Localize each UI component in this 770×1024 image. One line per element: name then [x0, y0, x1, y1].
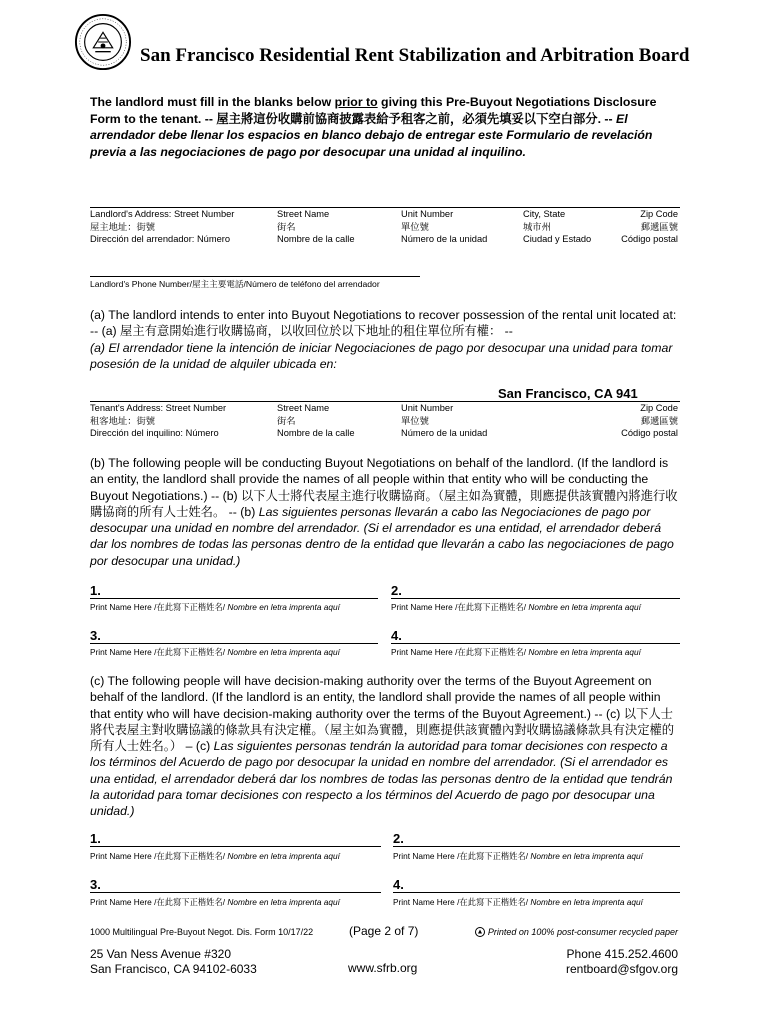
section-c-name-3-number: 3.: [90, 877, 101, 892]
tenant-city-prefill: San Francisco, CA 941: [498, 386, 638, 401]
intro-text-2: giving this Pre-Buyout Negotiations Disclosure Form to the tenant. -- 屋主將這份收購前協商披露表給予租客之前，必須先填妥以下空白部分. --: [90, 95, 657, 126]
section-b-name-4-label: Print Name Here /在此寫下正楷姓名/ Nombre en letra imprenta aquí: [391, 647, 641, 657]
form-id: 1000 Multilingual Pre-Buyout Negot. Dis. Form 10/17/22: [90, 927, 314, 937]
recycled-note: Printed on 100% post-consumer recycled paper: [475, 927, 678, 937]
section-b-name-1-number: 1.: [90, 583, 101, 598]
landlord-unit-number-label: Unit Number 單位號 Número de la unidad: [401, 209, 488, 245]
section-b-name-3-label: Print Name Here /在此寫下正楷姓名/ Nombre en letra imprenta aquí: [90, 647, 340, 657]
intro-text-4: de entregar este Formulario de revelación previa a las negociaciones de pago por desocupar una unidad al inquilino.: [90, 128, 653, 159]
page-number: (Page 2 of 7): [349, 924, 419, 938]
section-c-name-4-field[interactable]: [393, 892, 680, 893]
website-link[interactable]: www.sfrb.org: [348, 961, 418, 975]
section-b-name-2-number: 2.: [391, 583, 402, 598]
tenant-street-name-label: Street Name 街名 Nombre de la calle: [277, 403, 355, 439]
section-b-name-1-field[interactable]: [90, 598, 378, 599]
section-c-name-3-label: Print Name Here /在此寫下正楷姓名/ Nombre en letra imprenta aquí: [90, 897, 340, 907]
tenant-zip-label: Zip Code 郵遞區號 Código postal: [621, 403, 678, 439]
section-b-name-4-number: 4.: [391, 628, 402, 643]
intro-instructions: [90, 94, 690, 160]
section-b-name-1-label: Print Name Here /在此寫下正楷姓名/ Nombre en letra imprenta aquí: [90, 602, 340, 612]
section-b-name-4-field[interactable]: [391, 643, 680, 644]
section-c-name-2-label: Print Name Here /在此寫下正楷姓名/ Nombre en letra imprenta aquí: [393, 851, 643, 861]
board-contact: [566, 947, 678, 976]
tenant-unit-number-label: Unit Number 單位號 Número de la unidad: [401, 403, 488, 439]
section-c-name-4-label: Print Name Here /在此寫下正楷姓名/ Nombre en letra imprenta aquí: [393, 897, 643, 907]
tenant-street-number-label: Tenant's Address: Street Number 租客地址：街號 Dirección del inquilino: Número: [90, 403, 227, 439]
section-c-text: (c) The following people will have decision-making authority over the terms of the Buyout Agreement on behalf of the landlord. (If the landlord is an entity, the landlord shall provide the names of all people within that entity who will have decision-making authority over the terms of the Buyout Agreement.) -- (c) 以下人士將代表屋主對收購協議的條款具有決定權。（屋主如為實體，則應提供該實體內對收購協議條款具有決定權的所有人士姓名。） – (c) Las siguientes personas tendrán la autoridad para tomar decisiones con respecto a los términos del Acuerdo de pago por desocupar la unidad en nombre del arrendador. (Si el arrendador es una entidad, el arrendador deberá dar los nombres de todas las personas dentro de la entidad que tendrán la autoridad para tomar decisiones con respecto a los términos del Acuerdo de pago por desocupar una unidad.): [90, 674, 675, 819]
section-a-text: (a) The landlord intends to enter into Buyout Negotiations to recover possession of the rental unit located at: -- (a) 屋主有意開始進行收購協商，以收回位於以下地址的租住單位所有權： -- (a) El arrendador tiene la intención de iniciar Negociaciones de pago por desocupar una unidad para tomar posesión de la unidad de alquiler ubicada en:: [90, 308, 677, 371]
section-b-name-3-number: 3.: [90, 628, 101, 643]
section-c-name-2-number: 2.: [393, 831, 404, 846]
section-c-name-1-field[interactable]: [90, 846, 381, 847]
section-c-name-1-number: 1.: [90, 831, 101, 846]
section-b-text: (b) The following people will be conducting Buyout Negotiations on behalf of the landlord. (If the landlord is an entity, the landlord shall provide the names of all people within that entity who will be conducting the Buyout Negotiations.) -- (b) 以下人士將代表屋主進行收購協商。（屋主如為實體，則應提供該實體內將進行收購協商的所有人士姓名。 -- (b) Las siguientes personas llevarán a cabo las Negociaciones de pago por desocupar una unidad en nombre del arrendador. (Si el arrendador es una entidad, el arrendador deberá dar los nombres de todas las personas dentro de la entidad que llevarán a cabo las negociaciones de pago por desocupar una unidad.): [90, 456, 678, 568]
section-c-name-1-label: Print Name Here /在此寫下正楷姓名/ Nombre en letra imprenta aquí: [90, 851, 340, 861]
section-c-name-2-field[interactable]: [393, 846, 680, 847]
section-c-name-3-field[interactable]: [90, 892, 381, 893]
intro-underline-prior-to: prior to: [334, 95, 378, 109]
intro-text-3: El arrendador debe llenar los espacios en blanco debajo: [90, 111, 628, 142]
landlord-street-name-label: Street Name 街名 Nombre de la calle: [277, 209, 355, 245]
board-title: San Francisco Residential Rent Stabilization and Arbitration Board: [140, 45, 690, 66]
landlord-city-state-label: City, State 城市州 Ciudad y Estado: [523, 209, 592, 245]
section-c-name-4-number: 4.: [393, 877, 404, 892]
landlord-street-number-label: Landlord's Address: Street Number 屋主地址：街號 Dirección del arrendador: Número: [90, 209, 235, 245]
phone-number: Phone 415.252.4600: [566, 947, 678, 961]
intro-text-1: The landlord must fill in the blanks below: [90, 95, 335, 109]
email-link[interactable]: rentboard@sfgov.org: [565, 961, 678, 976]
landlord-phone-label: Landlord's Phone Number/屋主主要電話/Número de teléfono del arrendador: [90, 279, 380, 289]
board-address: 25 Van Ness Avenue #320 San Francisco, CA 94102-6033: [90, 947, 257, 976]
city-seal-icon: [74, 13, 132, 71]
section-b-name-2-label: Print Name Here /在此寫下正楷姓名/ Nombre en letra imprenta aquí: [391, 602, 641, 612]
landlord-zip-label: Zip Code 郵遞區號 Código postal: [621, 209, 678, 245]
landlord-phone-field[interactable]: [90, 276, 420, 277]
section-b-name-2-field[interactable]: [391, 598, 680, 599]
section-b-name-3-field[interactable]: [90, 643, 378, 644]
recycle-icon: [475, 927, 485, 937]
